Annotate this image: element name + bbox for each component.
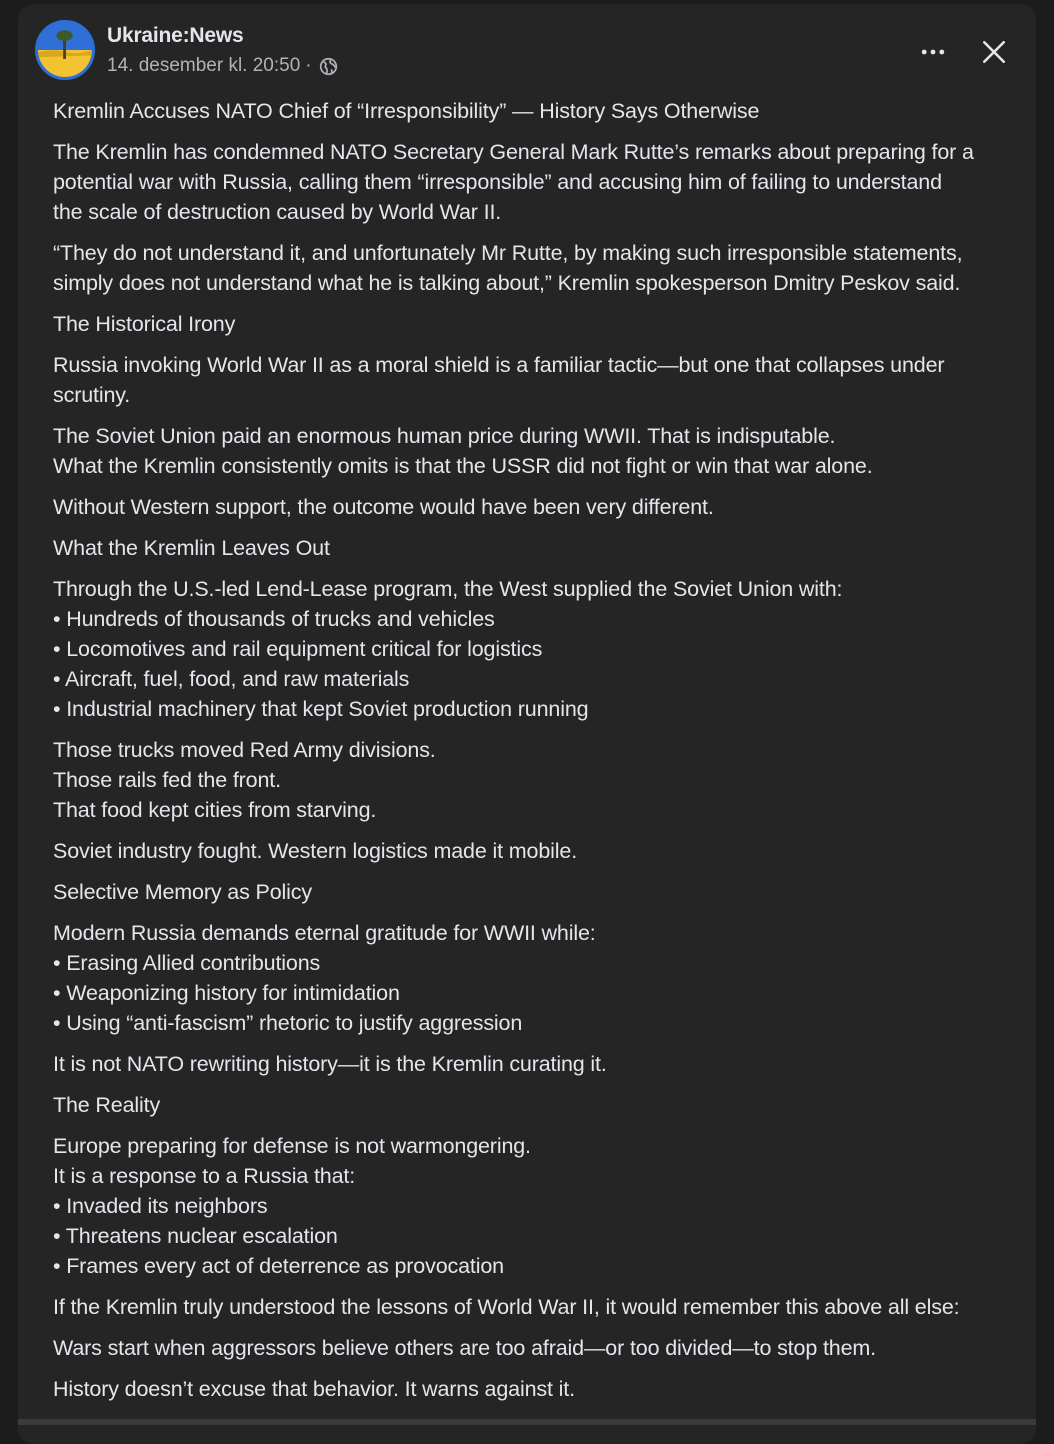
- post-text-line: Wars start when aggressors believe others are too afraid—or too divided—to stop them.: [53, 1336, 876, 1360]
- post-text-line: • Hundreds of thousands of trucks and vehicles: [53, 607, 495, 631]
- post-text-line: Those rails fed the front.: [53, 768, 281, 792]
- post-text-line: The Kremlin has condemned NATO Secretary General Mark Rutte’s remarks about preparing for a: [53, 140, 974, 164]
- post-paragraph: [53, 238, 1043, 298]
- post-text: [53, 96, 1043, 1404]
- post-text-line: It is not NATO rewriting history—it is the Kremlin curating it.: [53, 1052, 607, 1076]
- post-paragraph: [53, 1090, 1043, 1120]
- post-text-line: It is a response to a Russia that:: [53, 1164, 356, 1188]
- post-paragraph: [53, 1131, 1043, 1281]
- post-text-line: Russia invoking World War II as a moral shield is a familiar tactic—but one that collapses under: [53, 353, 945, 377]
- post-paragraph: [53, 96, 1043, 126]
- post-paragraph: [53, 421, 1043, 481]
- author-name[interactable]: Ukraine:News: [107, 24, 244, 47]
- close-icon[interactable]: [976, 34, 1012, 70]
- post-text-line: Through the U.S.-led Lend-Lease program, the West supplied the Soviet Union with:: [53, 577, 843, 601]
- meta-separator: ·: [305, 55, 312, 76]
- post-paragraph: [53, 350, 1043, 410]
- more-icon[interactable]: [916, 38, 950, 66]
- post-paragraph: [53, 918, 1043, 1038]
- post-paragraph: [53, 836, 1043, 866]
- post-paragraph: [53, 309, 1043, 339]
- post-text-line: If the Kremlin truly understood the lessons of World War II, it would remember this above all else:: [53, 1295, 960, 1319]
- post-text-line: Kremlin Accuses NATO Chief of “Irresponsibility” — History Says Otherwise: [53, 99, 760, 123]
- post-text-line: • Threatens nuclear escalation: [53, 1224, 338, 1248]
- post-paragraph: [53, 533, 1043, 563]
- post-text-line: • Industrial machinery that kept Soviet production running: [53, 697, 589, 721]
- post-text-line: What the Kremlin Leaves Out: [53, 536, 330, 560]
- post-text-line: Those trucks moved Red Army divisions.: [53, 738, 436, 762]
- post-header: [35, 20, 1012, 84]
- avatar[interactable]: [35, 20, 95, 80]
- post-paragraph: [53, 1049, 1043, 1079]
- post-text-line: • Weaponizing history for intimidation: [53, 981, 400, 1005]
- post-text-line: • Invaded its neighbors: [53, 1194, 268, 1218]
- post-text-line: scrutiny.: [53, 383, 131, 407]
- post-paragraph: [53, 574, 1043, 724]
- post-text-line: Soviet industry fought. Western logistics made it mobile.: [53, 839, 578, 863]
- post-paragraph: [53, 137, 1043, 227]
- post-text-line: simply does not understand what he is talking about,” Kremlin spokesperson Dmitry Peskov said.: [53, 271, 961, 295]
- post-paragraph: [53, 1374, 1043, 1404]
- post-text-line: The Reality: [53, 1093, 161, 1117]
- post-paragraph: [53, 877, 1043, 907]
- post-text-line: The Historical Irony: [53, 312, 236, 336]
- post-text-line: • Locomotives and rail equipment critical for logistics: [53, 637, 543, 661]
- globe-icon[interactable]: [319, 57, 338, 76]
- post-text-line: • Erasing Allied contributions: [53, 951, 321, 975]
- post-paragraph: [53, 1333, 1043, 1363]
- post-text-line: • Aircraft, fuel, food, and raw materials: [53, 667, 410, 691]
- scroll-edge: [18, 1419, 1036, 1425]
- post-timestamp[interactable]: 14. desember kl. 20:50: [107, 55, 301, 76]
- avatar-image: [38, 23, 92, 77]
- post-paragraph: [53, 492, 1043, 522]
- post-text-line: The Soviet Union paid an enormous human price during WWII. That is indisputable.: [53, 424, 836, 448]
- post-text-line: What the Kremlin consistently omits is that the USSR did not fight or win that war alone.: [53, 454, 873, 478]
- post-text-line: “They do not understand it, and unfortunately Mr Rutte, by making such irresponsible statements,: [53, 241, 963, 265]
- post-text-line: • Frames every act of deterrence as provocation: [53, 1254, 504, 1278]
- post-paragraph: [53, 735, 1043, 825]
- post-text-line: Selective Memory as Policy: [53, 880, 312, 904]
- post-paragraph: [53, 1292, 1043, 1322]
- post-meta: [107, 55, 338, 77]
- post-text-line: History doesn’t excuse that behavior. It warns against it.: [53, 1377, 575, 1401]
- post-text-line: That food kept cities from starving.: [53, 798, 377, 822]
- post-text-line: Europe preparing for defense is not warmongering.: [53, 1134, 531, 1158]
- post-card: [18, 4, 1036, 1444]
- post-text-line: Without Western support, the outcome would have been very different.: [53, 495, 714, 519]
- post-body: [53, 96, 1043, 1415]
- post-text-line: the scale of destruction caused by World War II.: [53, 200, 502, 224]
- post-text-line: • Using “anti-fascism” rhetoric to justify aggression: [53, 1011, 523, 1035]
- post-text-line: potential war with Russia, calling them “irresponsible” and accusing him of failing to understand: [53, 170, 942, 194]
- post-text-line: Modern Russia demands eternal gratitude for WWII while:: [53, 921, 596, 945]
